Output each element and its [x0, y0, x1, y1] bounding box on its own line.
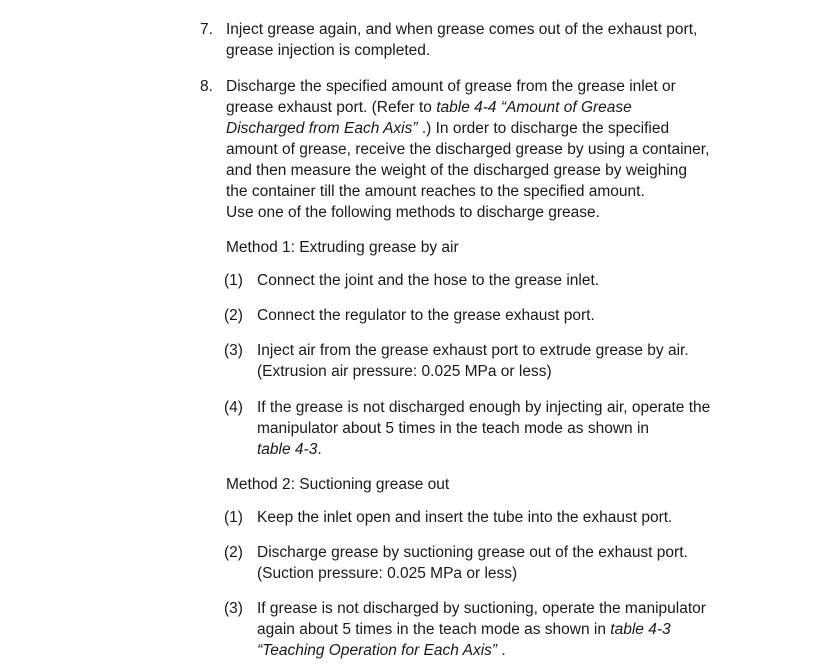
- method-1-heading: Method 1: Extruding grease by air: [226, 239, 459, 256]
- table-4-3-reference: table 4-3: [257, 441, 318, 458]
- step-7-line-1: Inject grease again, and when grease comes out of the exhaust port,: [226, 21, 698, 38]
- step-7-number: 7.: [200, 21, 213, 38]
- method-2-item-3-line-2-text: again about 5 times in the teach mode as shown in: [257, 621, 611, 638]
- table-4-3-reference-2: table 4-3: [610, 621, 671, 638]
- step-8-number: 8.: [200, 78, 213, 95]
- table-4-4-title-reference: Discharged from Each Axis”: [226, 120, 418, 137]
- method-1-item-1-line-1: Connect the joint and the hose to the grease inlet.: [257, 272, 600, 289]
- step-8-line-3: [226, 118, 669, 139]
- method-1-item-4-line-3: [257, 439, 322, 460]
- method-2-item-2-line-1: Discharge grease by suctioning grease out of the exhaust port.: [257, 544, 688, 561]
- method-2-item-3-period: .: [497, 642, 506, 659]
- method-1-item-4-number: (4): [224, 399, 243, 416]
- method-1-item-2-number: (2): [224, 307, 243, 324]
- method-2-item-2-line-2: (Suction pressure: 0.025 MPa or less): [257, 565, 518, 582]
- step-7-line-2: grease injection is completed.: [226, 42, 431, 59]
- method-2-item-3-line-2: [257, 619, 671, 640]
- method-1-item-2-line-1: Connect the regulator to the grease exhaust port.: [257, 307, 595, 324]
- table-4-4-reference: table 4-4 “Amount of Grease: [436, 99, 632, 116]
- method-1-item-4-line-1: If the grease is not discharged enough by injecting air, operate the: [257, 399, 711, 416]
- step-8-line-2: [226, 97, 632, 118]
- method-2-item-3-number: (3): [224, 600, 243, 617]
- method-2-item-1-line-1: Keep the inlet open and insert the tube into the exhaust port.: [257, 509, 673, 526]
- method-1-item-1-number: (1): [224, 272, 243, 289]
- step-8-line-5: and then measure the weight of the discharged grease by weighing: [226, 162, 687, 179]
- step-8-line-1: Discharge the specified amount of grease from the grease inlet or: [226, 78, 676, 95]
- method-1-item-3-number: (3): [224, 342, 243, 359]
- step-8-line-2-text: grease exhaust port. (Refer to: [226, 99, 437, 116]
- step-8-line-4: amount of grease, receive the discharged grease by using a container,: [226, 141, 710, 158]
- method-2-item-3-line-1: If grease is not discharged by suctioning, operate the manipulator: [257, 600, 706, 617]
- method-1-item-4-line-2: manipulator about 5 times in the teach mode as shown in: [257, 420, 650, 437]
- method-2-heading: Method 2: Suctioning grease out: [226, 476, 450, 493]
- step-8-line-3-text: .) In order to discharge the specified: [417, 120, 670, 137]
- method-1-item-4-period: .: [317, 441, 322, 458]
- step-8-line-6: the container till the amount reaches to the specified amount.: [226, 183, 645, 200]
- method-2-item-3-line-3: [257, 640, 506, 661]
- method-1-item-3-line-1: Inject air from the grease exhaust port to extrude grease by air.: [257, 342, 689, 359]
- method-2-item-1-number: (1): [224, 509, 243, 526]
- method-1-item-3-line-2: (Extrusion air pressure: 0.025 MPa or less): [257, 363, 552, 380]
- method-2-item-2-number: (2): [224, 544, 243, 561]
- table-4-3-title-reference: “Teaching Operation for Each Axis”: [257, 642, 498, 659]
- step-8-line-7: Use one of the following methods to discharge grease.: [226, 204, 600, 221]
